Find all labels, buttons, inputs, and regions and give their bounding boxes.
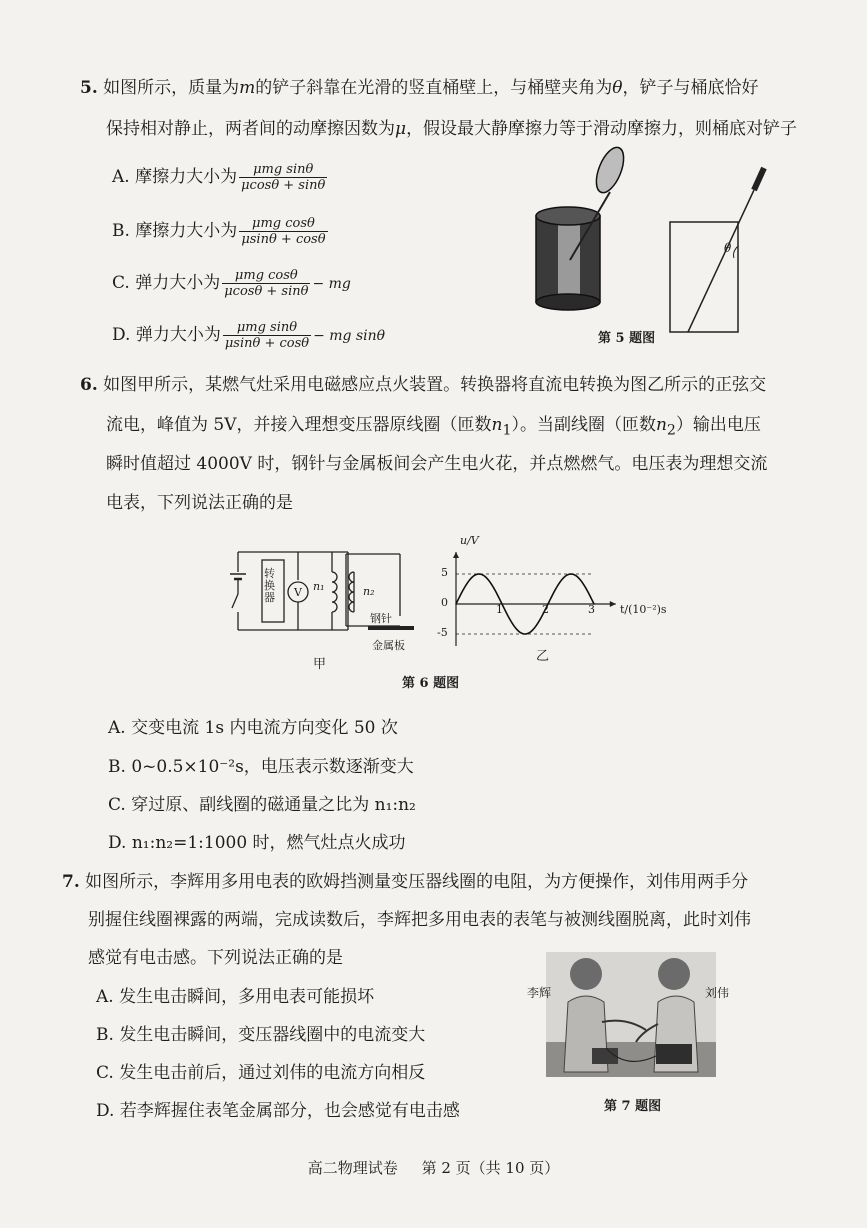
- q6-plate-label: 金属板: [372, 639, 405, 652]
- footer-subject: 高二物理试卷: [307, 1159, 398, 1177]
- q6-y-axis-arrow: [453, 552, 459, 558]
- q7-name-lihui: 李辉: [527, 986, 552, 1000]
- q6-data-point: [524, 633, 525, 634]
- q7-caption: 第 7 题图: [604, 1099, 662, 1114]
- q6-data-point: [467, 582, 468, 583]
- q7-name-liuwei: 刘伟: [705, 986, 730, 1000]
- q5-stem-line1: 5. 如图所示，质量为m的铲子斜靠在光滑的竖直桶壁上，与桶壁夹角为θ，铲子与桶底恰好: [80, 78, 759, 98]
- q7-stem-line2: 别握住线圈裸露的两端，完成读数后，李辉把多用电表的表笔与被测线圈脱离，此时刘伟: [88, 910, 751, 930]
- q6-stem-line3: 瞬时值超过 4000V 时，钢针与金属板间会产生电火花，并点燃燃气。电压表为理想交流: [106, 454, 768, 474]
- q5-option-c-fraction: $\frac{\text{μmg cosθ}}{\mu\cos\theta + \sin\theta}$: [224, 268, 309, 299]
- q6-circuit-diagram: [228, 546, 428, 646]
- q6-option-d: D. n₁:n₂=1:1000 时，燃气灶点火成功: [108, 833, 406, 853]
- q5-option-b: B. 摩擦力大小为 $\frac{\text{μmg cosθ}}{\mu\sin\theta + \cos\theta}$: [112, 216, 326, 247]
- q7-illustration: [546, 952, 716, 1077]
- q6-subcaption-yi: 乙: [536, 649, 550, 664]
- q6-data-point: [582, 582, 583, 583]
- q6-option-c: C. 穿过原、副线圈的磁通量之比为 n₁:n₂: [108, 795, 416, 815]
- q6-stem-line2: 流电，峰值为 5V，并接入理想变压器原线圈（匝数$n_1$）。当副线圈（匝数$n_2$）输出电压: [106, 415, 761, 439]
- q5-option-b-fraction: $\frac{\text{μmg cosθ}}{\mu\sin\theta + \cos\theta}$: [241, 216, 326, 247]
- q6-stem-line1: 6. 如图甲所示，某燃气灶采用电磁感应点火装置。转换器将直流电转换为图乙所示的正弦交: [80, 375, 767, 395]
- q6-xtick-2: 2: [542, 603, 549, 616]
- q6-stem-line4: 电表，下列说法正确的是: [106, 493, 293, 513]
- q6-data-point: [559, 582, 560, 583]
- footer-page-number: 第 2 页（共 10 页）: [421, 1159, 560, 1177]
- q5-option-d-fraction: $\frac{\text{μmg sinθ}}{\mu\sin\theta + \cos\theta}$: [224, 320, 310, 351]
- q5-option-c: C. 弹力大小为 $\frac{\text{μmg cosθ}}{\mu\cos\theta + \sin\theta}$ − mg: [112, 268, 351, 299]
- q6-needle-label: 钢针: [370, 612, 392, 625]
- q6-n2-label: n₂: [363, 585, 375, 598]
- q5-option-a-fraction: $\frac{\text{μmg sinθ}}{\mu\cos\theta + \sin\theta}$: [241, 162, 326, 193]
- q5-bucket-illustration: [530, 150, 630, 310]
- q6-option-a: A. 交变电流 1s 内电流方向变化 50 次: [108, 718, 398, 738]
- q5-stem-line2: 保持相对静止，两者间的动摩擦因数为μ，假设最大静摩擦力等于滑动摩擦力，则桶底对铲子: [106, 119, 798, 139]
- q7-number: 7.: [62, 872, 80, 892]
- q6-data-point: [455, 603, 456, 604]
- q6-ytick-neg5: -5: [437, 626, 448, 639]
- q6-voltmeter-label: V: [294, 586, 302, 599]
- q6-ytick-0: 0: [441, 596, 448, 609]
- q7-option-d: D. 若李辉握住表笔金属部分，也会感觉有电击感: [96, 1101, 460, 1121]
- q6-data-point: [478, 573, 479, 574]
- q5-force-diagram: [668, 160, 778, 320]
- q6-data-point: [570, 573, 571, 574]
- q6-number: 6.: [80, 375, 98, 395]
- q5-option-a: A. 摩擦力大小为 $\frac{\text{μmg sinθ}}{\mu\cos\theta + \sin\theta}$: [112, 162, 326, 193]
- q7-option-c: C. 发生电击前后，通过刘伟的电流方向相反: [96, 1063, 426, 1083]
- q6-x-axis-arrow: [610, 601, 616, 607]
- q5-number: 5.: [80, 78, 98, 98]
- q6-subcaption-jia: 甲: [313, 657, 327, 672]
- q6-ytick-5: 5: [441, 566, 448, 579]
- q6-voltage-chart: [430, 534, 680, 664]
- q6-data-point: [490, 582, 491, 583]
- q6-xlabel: t/(10⁻²)s: [620, 603, 667, 616]
- page-footer: [0, 1157, 867, 1178]
- q7-option-b: B. 发生电击瞬间，变压器线圈中的电流变大: [96, 1025, 426, 1045]
- q6-converter-label: 转换器: [264, 567, 275, 604]
- q6-data-point: [513, 625, 514, 626]
- q6-xtick-3: 3: [588, 603, 595, 616]
- q6-n1-label: n₁: [313, 580, 325, 593]
- q5-caption: 第 5 题图: [598, 331, 656, 346]
- q6-option-b: B. 0~0.5×10⁻²s，电压表示数逐渐变大: [108, 757, 414, 777]
- q5-option-d: D. 弹力大小为 $\frac{\text{μmg sinθ}}{\mu\sin\theta + \cos\theta}$ − mg sinθ: [112, 320, 386, 351]
- q7-option-a: A. 发生电击瞬间，多用电表可能损坏: [96, 987, 375, 1007]
- q5-angle-label: θ: [724, 241, 732, 255]
- q6-ylabel: u/V: [460, 534, 479, 547]
- q6-xtick-1: 1: [496, 603, 503, 616]
- q6-caption: 第 6 题图: [402, 676, 460, 691]
- q6-data-point: [536, 625, 537, 626]
- q7-stem-line1: 7. 如图所示，李辉用多用电表的欧姆挡测量变压器线圈的电阻，为方便操作，刘伟用两手分: [62, 872, 749, 892]
- q7-stem-line3: 感觉有电击感。下列说法正确的是: [88, 948, 343, 968]
